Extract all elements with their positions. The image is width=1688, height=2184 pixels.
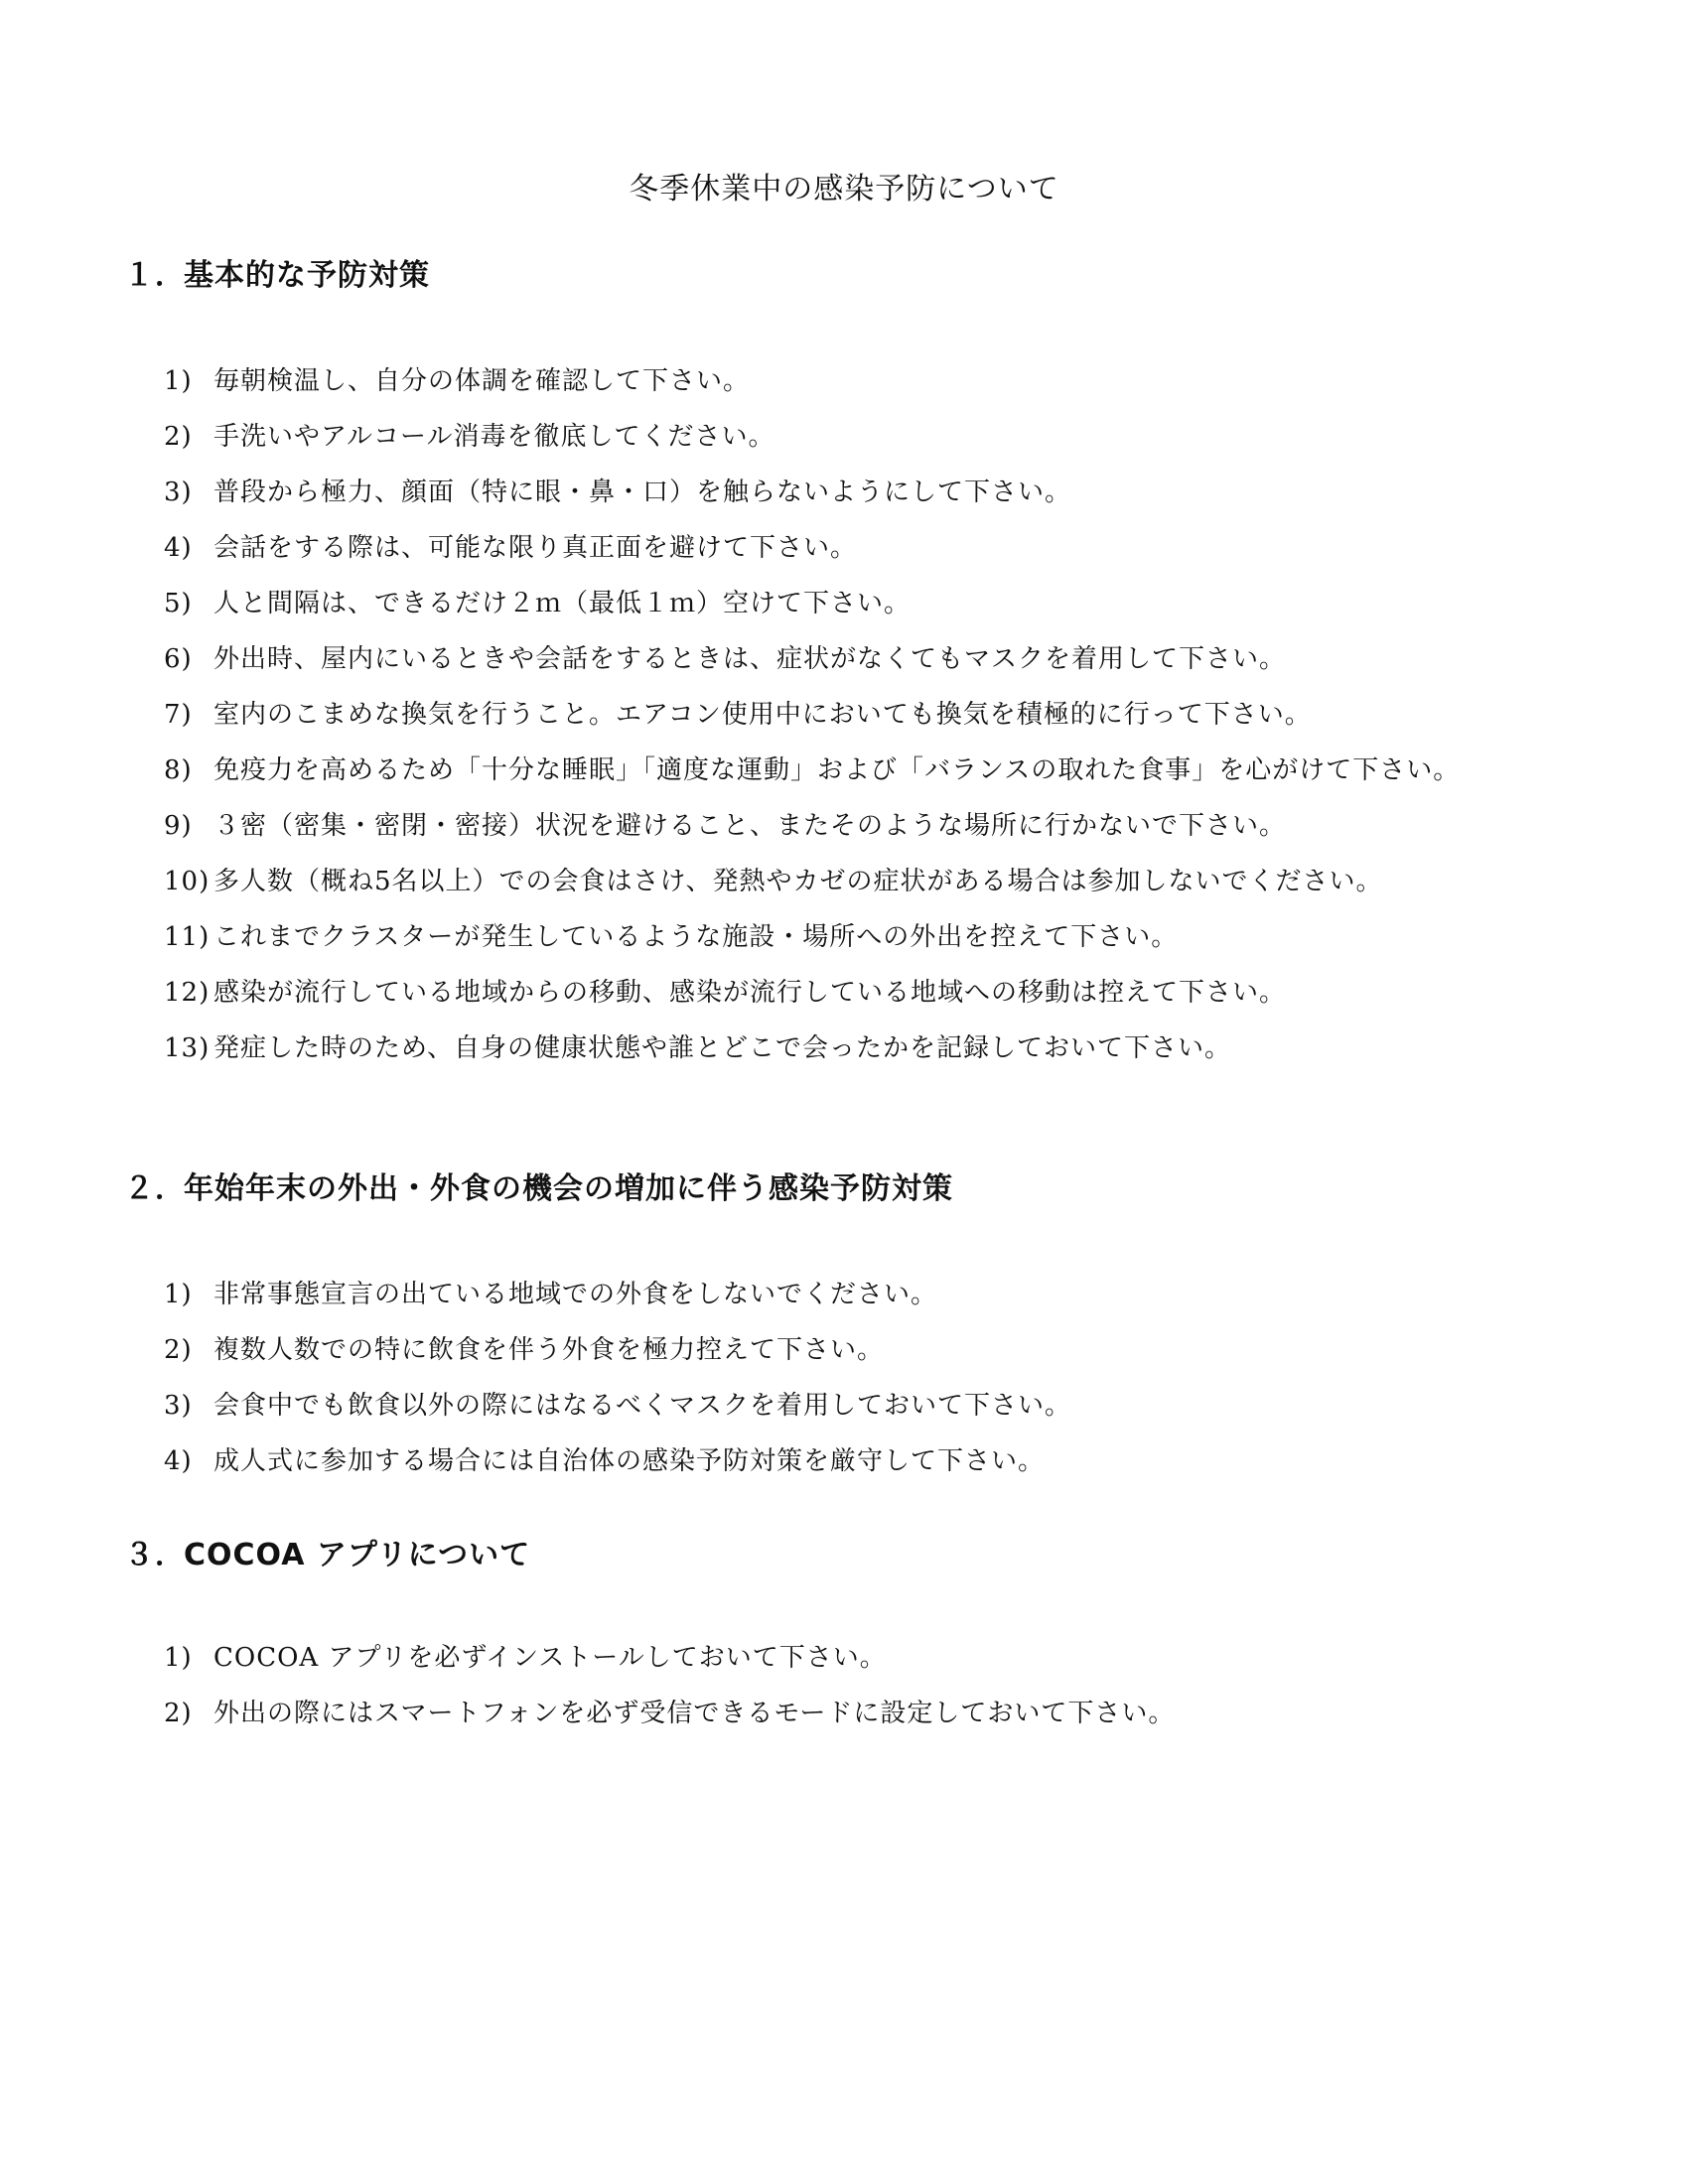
list-item bbox=[164, 743, 1574, 798]
item-text: 複数人数での特に飲食を伴う外食を極力控えて下さい。 bbox=[213, 1335, 885, 1365]
section-title: 年始年末の外出・外食の機会の増加に伴う感染予防対策 bbox=[184, 1171, 953, 1206]
list-item bbox=[164, 576, 1574, 631]
item-number: 8) bbox=[164, 755, 193, 785]
list-item bbox=[164, 1378, 1574, 1433]
list-item bbox=[164, 854, 1574, 909]
item-text: 手洗いやアルコール消毒を徹底してください。 bbox=[213, 422, 775, 452]
section-heading bbox=[124, 1169, 1574, 1209]
section-number: １． bbox=[124, 258, 186, 293]
item-number: 13) bbox=[164, 1033, 211, 1063]
item-number: 9) bbox=[164, 811, 193, 841]
item-number: 3) bbox=[164, 478, 193, 507]
item-text: 外出時、屋内にいるときや会話をするときは、症状がなくてもマスクを着用して下さい。 bbox=[213, 644, 1287, 674]
section-title: 基本的な予防対策 bbox=[184, 258, 430, 293]
list-item bbox=[164, 409, 1574, 465]
item-text: 室内のこまめな換気を行うこと。エアコン使用中においても換気を積極的に行って下さい。 bbox=[213, 700, 1312, 730]
section-basic-prevention bbox=[124, 256, 1574, 1063]
item-text: 感染が流行している地域からの移動、感染が流行している地域への移動は控えて下さい。 bbox=[213, 978, 1287, 1008]
item-text: 会話をする際は、可能な限り真正面を避けて下さい。 bbox=[213, 533, 858, 563]
item-text: 免疫力を高めるため「十分な睡眠」「適度な運動」および「バランスの取れた食事」を心がけて下さい。 bbox=[213, 755, 1461, 785]
item-number: 6) bbox=[164, 644, 193, 674]
section-heading bbox=[124, 256, 1574, 296]
item-number: 12) bbox=[164, 978, 211, 1008]
item-text: 人と間隔は、できるだけ２ｍ（最低１ｍ）空けて下さい。 bbox=[213, 589, 912, 618]
item-number: 2) bbox=[164, 1335, 193, 1365]
item-text: ３密（密集・密閉・密接）状況を避けること、またそのような場所に行かないで下さい。 bbox=[213, 811, 1287, 841]
list-item bbox=[164, 1322, 1574, 1378]
item-number: 1) bbox=[164, 1643, 193, 1673]
item-text: 発症した時のため、自身の健康状態や誰とどこで会ったかを記録しておいて下さい。 bbox=[213, 1033, 1231, 1063]
item-list bbox=[164, 353, 1574, 1076]
section-heading bbox=[124, 1536, 1574, 1575]
item-text: 外出の際にはスマートフォンを必ず受信できるモードに設定しておいて下さい。 bbox=[213, 1699, 1176, 1728]
item-number: 11) bbox=[164, 922, 211, 952]
item-text: 非常事態宣言の出ている地域での外食をしないでください。 bbox=[213, 1280, 938, 1309]
item-text: 多人数（概ね5名以上）での会食はさけ、発熱やカゼの症状がある場合は参加しないでください。 bbox=[213, 867, 1383, 896]
list-item bbox=[164, 1686, 1574, 1741]
list-item bbox=[164, 1021, 1574, 1076]
item-list bbox=[164, 1630, 1574, 1741]
list-item bbox=[164, 520, 1574, 576]
item-number: 4) bbox=[164, 1446, 193, 1476]
list-item bbox=[164, 798, 1574, 854]
list-item bbox=[164, 465, 1574, 520]
item-text: 会食中でも飲食以外の際にはなるべくマスクを着用しておいて下さい。 bbox=[213, 1391, 1072, 1421]
list-item bbox=[164, 631, 1574, 687]
list-item bbox=[164, 1630, 1574, 1686]
list-item bbox=[164, 353, 1574, 409]
item-number: 7) bbox=[164, 700, 193, 730]
item-text: 成人式に参加する場合には自治体の感染予防対策を厳守して下さい。 bbox=[213, 1446, 1046, 1476]
item-list bbox=[164, 1267, 1574, 1489]
section-title: COCOA アプリについて bbox=[184, 1538, 531, 1572]
list-item bbox=[164, 1267, 1574, 1322]
section-number: ２． bbox=[124, 1171, 186, 1206]
item-text: 毎朝検温し、自分の体調を確認して下さい。 bbox=[213, 366, 751, 396]
item-number: 3) bbox=[164, 1391, 193, 1421]
item-number: 2) bbox=[164, 1699, 193, 1728]
item-number: 4) bbox=[164, 533, 193, 563]
item-text: これまでクラスターが発生しているような施設・場所への外出を控えて下さい。 bbox=[213, 922, 1179, 952]
section-number: ３． bbox=[124, 1538, 186, 1572]
document-title: 冬季休業中の感染予防について bbox=[629, 172, 1059, 206]
list-item bbox=[164, 687, 1574, 743]
item-number: 2) bbox=[164, 422, 193, 452]
section-new-year-outing-prevention bbox=[124, 1169, 1574, 1476]
item-number: 5) bbox=[164, 589, 193, 618]
list-item bbox=[164, 909, 1574, 965]
item-number: 1) bbox=[164, 366, 193, 396]
item-text: 普段から極力、顔面（特に眼・鼻・口）を触らないようにして下さい。 bbox=[213, 478, 1072, 507]
list-item bbox=[164, 965, 1574, 1021]
item-number: 1) bbox=[164, 1280, 193, 1309]
list-item bbox=[164, 1433, 1574, 1489]
item-number: 10) bbox=[164, 867, 211, 896]
item-text: COCOA アプリを必ずインストールしておいて下さい。 bbox=[213, 1643, 887, 1673]
section-cocoa-app bbox=[124, 1536, 1574, 1728]
